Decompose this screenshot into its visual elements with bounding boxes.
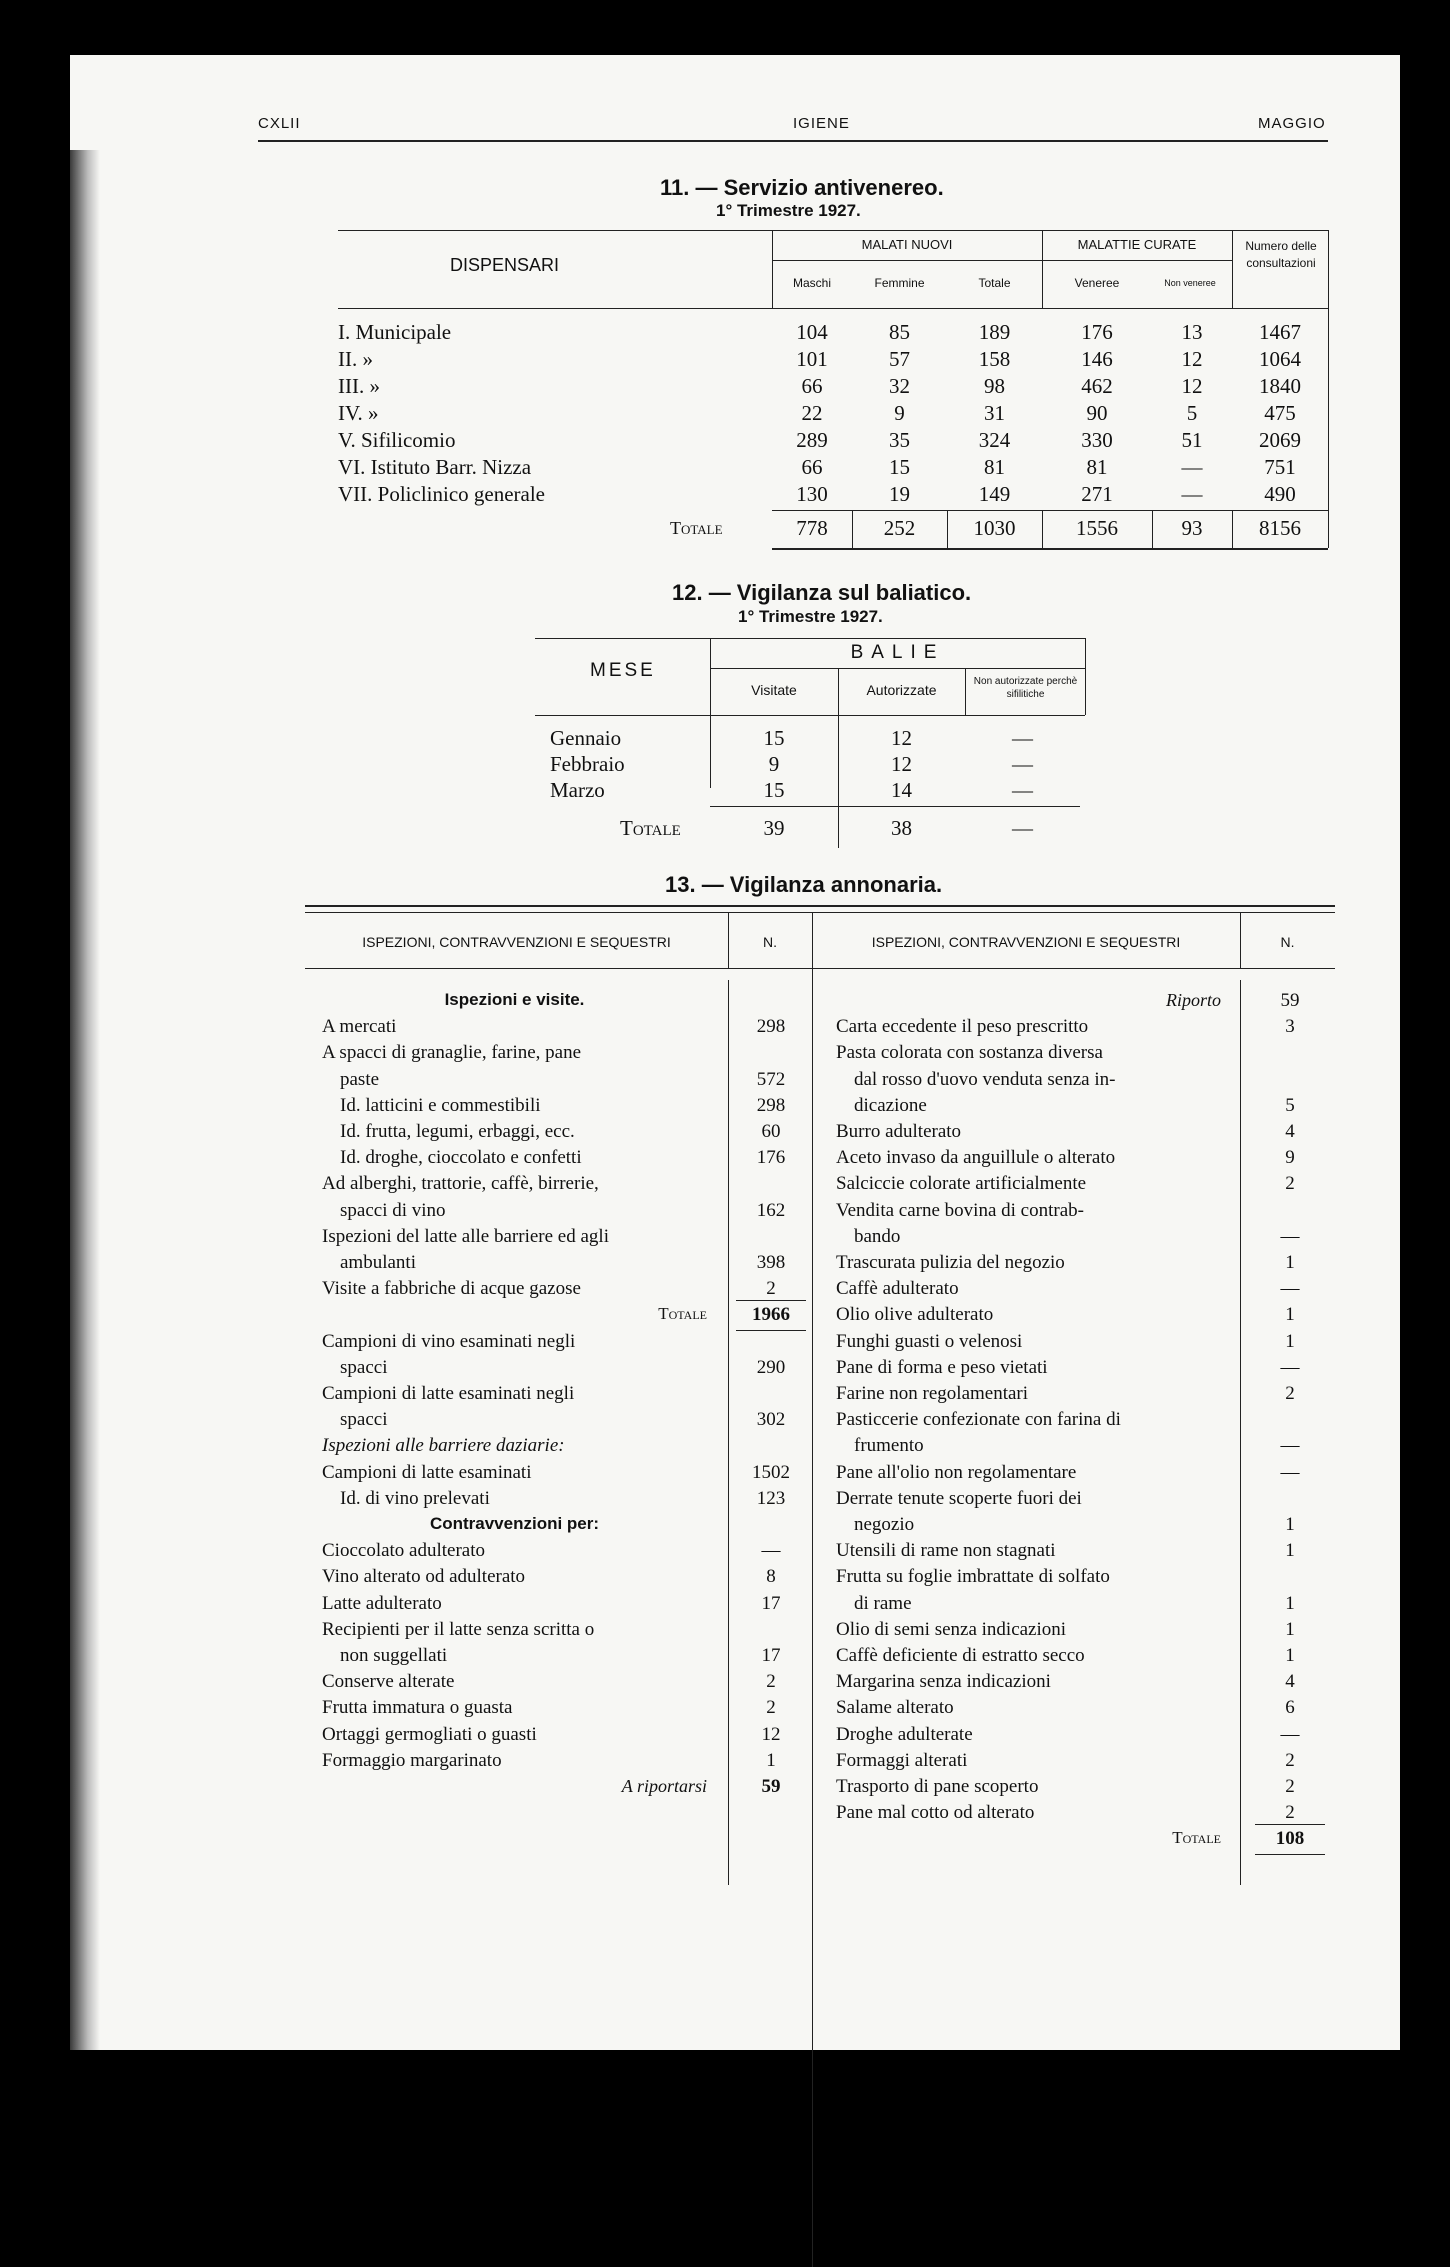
s12-totale-label: Totale	[620, 816, 681, 840]
s11-total-divider	[1042, 510, 1043, 548]
s13-item-n: —	[1280, 1226, 1300, 1247]
s11-cell-totale: 324	[978, 428, 1011, 452]
s13-item-n: —	[1280, 1357, 1300, 1378]
s13-item-text: Latte adulterato	[322, 1593, 442, 1614]
s13-item-n: 1	[1285, 1540, 1295, 1561]
s13-item-text: Vendita carne bovina di contrab-	[836, 1200, 1084, 1221]
s12-cell-visitate: 15	[763, 726, 785, 750]
s13-item-n: —	[1280, 1435, 1300, 1456]
s13-item-text: Pasticcerie confezionate con farina di	[836, 1409, 1121, 1430]
s11-malati-sub-rule	[772, 260, 1042, 261]
s11-col-malattie: MALATTIE CURATE	[1077, 237, 1197, 252]
s13-item-text: Utensili di rame non stagnati	[836, 1540, 1056, 1561]
s11-cell-totale: 31	[984, 401, 1005, 425]
header-month: MAGGIO	[1258, 115, 1326, 132]
s13-item-text: Burro adulterato	[836, 1121, 962, 1142]
s13-item-n: 2	[766, 1671, 776, 1692]
s11-row-label: III. »	[338, 374, 380, 398]
s13-total-rule	[736, 1330, 806, 1331]
s13-item-text: Conserve alterate	[322, 1671, 455, 1692]
s11-cell-femmine: 15	[889, 455, 910, 479]
s13-item-text: A mercati	[322, 1016, 397, 1037]
s11-total-divider	[1232, 510, 1233, 548]
s12-total-autorizzate: 38	[891, 816, 912, 840]
s13-item-n: 60	[761, 1121, 781, 1142]
s13-item-n: —	[761, 1540, 781, 1561]
s13-item-text: Margarina senza indicazioni	[836, 1671, 1051, 1692]
s11-cell-femmine: 19	[889, 482, 910, 506]
s11-cell-femmine: 85	[889, 320, 910, 344]
s13-item-n: 1	[1285, 1331, 1295, 1352]
s13-item-text: Totale	[658, 1304, 707, 1323]
s12-balie-sub-rule	[710, 668, 1085, 669]
s11-cell-totale: 158	[978, 347, 1011, 371]
s11-vrule-3	[1232, 230, 1233, 308]
s11-total-totale: 1030	[973, 516, 1016, 540]
s13-item-text: Pasta colorata con sostanza diversa	[836, 1042, 1103, 1063]
s13-item-text: Ortaggi germogliati o guasti	[322, 1724, 537, 1745]
header-rule	[258, 140, 1328, 142]
s13-top-rule-2	[305, 912, 1335, 913]
s13-total-rule	[1255, 1824, 1325, 1825]
s13-item-n: 1	[1285, 1593, 1295, 1614]
s13-item-n: 2	[1285, 1383, 1295, 1404]
s13-item-n: 8	[766, 1566, 776, 1587]
s11-cell-maschi: 66	[801, 455, 823, 479]
header-page-number: CXLII	[258, 115, 301, 132]
s11-total-divider	[947, 510, 948, 548]
s13-item-text: non suggellati	[340, 1645, 448, 1666]
s11-cell-numero: 2069	[1259, 428, 1301, 452]
s13-item-n: 9	[1285, 1147, 1295, 1168]
s13-item-n: 298	[756, 1095, 786, 1116]
s13-item-n: 2	[766, 1278, 776, 1299]
s11-col-veneree: Veneree	[1074, 276, 1120, 290]
s12-col-autorizzate: Autorizzate	[866, 682, 937, 698]
s13-item-text: Id. latticini e commestibili	[340, 1095, 541, 1116]
s11-cell-maschi: 66	[801, 374, 823, 398]
s11-title: 11. — Servizio antivenereo.	[660, 175, 944, 200]
s11-cell-totale: 98	[984, 374, 1005, 398]
s11-col-dispensari: DISPENSARI	[450, 255, 560, 275]
s12-total-rule	[710, 806, 1080, 807]
s13-item-text: Visite a fabbriche di acque gazose	[322, 1278, 581, 1299]
s11-cell-femmine: 57	[889, 347, 910, 371]
s13-item-text: Cioccolato adulterato	[322, 1540, 486, 1561]
s11-row-label: VII. Policlinico generale	[338, 482, 546, 506]
s11-cell-numero: 490	[1264, 482, 1296, 506]
s13-item-text: spacci	[340, 1409, 388, 1430]
s13-item-n: 298	[756, 1016, 786, 1037]
s12-vrule-right	[1085, 638, 1086, 715]
s13-item-n: 1966	[752, 1304, 790, 1325]
s11-cell-non: 5	[1186, 401, 1198, 425]
s11-subtitle: 1° Trimestre 1927.	[716, 201, 861, 220]
s13-total-rule	[736, 1300, 806, 1301]
s11-col-numero: Numero delle consultazioni	[1245, 239, 1317, 270]
s11-cell-femmine: 35	[889, 428, 910, 452]
s12-row-label: Febbraio	[550, 752, 625, 776]
s12-cell-visitate: 15	[763, 778, 785, 802]
s11-total-rule-top	[772, 510, 1328, 511]
s13-item-text: spacci di vino	[340, 1200, 446, 1221]
s13-item-text: Caffè adulterato	[836, 1278, 959, 1299]
s13-vrule-left-n	[728, 980, 729, 1885]
s13-item-n: 2	[1285, 1776, 1295, 1797]
s11-cell-totale: 81	[984, 455, 1005, 479]
s11-total-maschi: 778	[796, 516, 828, 540]
s13-item-n: 17	[761, 1645, 781, 1666]
s11-cell-veneree: 90	[1086, 401, 1108, 425]
s11-row-label: IV. »	[338, 401, 379, 425]
s12-top-rule	[535, 638, 1085, 639]
s13-item-text: Campioni di latte esaminati	[322, 1462, 532, 1483]
s13-item-text: Recipienti per il latte senza scritta o	[322, 1619, 595, 1640]
s11-cell-totale: 189	[978, 320, 1011, 344]
s13-item-text: Funghi guasti o velenosi	[836, 1331, 1023, 1352]
s13-item-text: Olio olive adulterato	[836, 1304, 994, 1325]
s13-item-text: Carta eccedente il peso prescritto	[836, 1016, 1089, 1037]
s13-item-n: 1	[1285, 1645, 1295, 1666]
s11-total-divider	[852, 510, 853, 548]
s13-item-text: Ispezioni del latte alle barriere ed agli	[322, 1226, 609, 1247]
s13-item-n: 290	[756, 1357, 786, 1378]
s11-col-totale: Totale	[978, 276, 1011, 290]
s11-cell-numero: 1064	[1259, 347, 1301, 371]
s11-cell-veneree: 146	[1081, 347, 1113, 371]
s13-left-col-n: N.	[763, 934, 777, 950]
s11-head-rule	[338, 308, 1328, 309]
s13-item-text: Formaggi alterati	[836, 1750, 968, 1771]
s13-right-col-n: N.	[1280, 934, 1295, 950]
s13-item-text: Contravvenzioni per:	[429, 1514, 600, 1533]
s13-item-n: —	[1280, 1278, 1300, 1299]
s13-item-text: Campioni di latte esaminati negli	[322, 1383, 575, 1404]
s12-cell-non: —	[1012, 726, 1033, 750]
s13-item-text: Salame alterato	[836, 1697, 954, 1718]
s13-item-n: 1502	[752, 1462, 790, 1483]
s12-cell-visitate: 9	[768, 752, 780, 776]
s12-cell-non: —	[1012, 778, 1033, 802]
s13-item-n: 2	[766, 1697, 776, 1718]
s13-item-text: Frutta su foglie imbrattate di solfato	[836, 1566, 1110, 1587]
s12-total-non: —	[1012, 816, 1033, 840]
s11-row-label: II. »	[338, 347, 373, 371]
s13-item-n: 176	[756, 1147, 786, 1168]
s13-total-rule	[1255, 1854, 1325, 1855]
s13-item-text: dal rosso d'uovo venduta senza in-	[854, 1069, 1116, 1090]
s13-item-text: negozio	[854, 1514, 915, 1535]
s13-item-text: bando	[854, 1226, 901, 1247]
s12-head-rule	[535, 715, 1085, 716]
s11-top-rule	[338, 230, 1328, 231]
s13-item-text: Id. di vino prelevati	[340, 1488, 490, 1509]
s11-cell-maschi: 289	[796, 428, 828, 452]
s13-item-n: 1	[1285, 1619, 1295, 1640]
s13-item-n: 398	[756, 1252, 786, 1273]
s13-item-n: 6	[1285, 1697, 1295, 1718]
s12-cell-non: —	[1012, 752, 1033, 776]
s13-item-text: Campioni di vino esaminati negli	[322, 1331, 576, 1352]
s11-cell-non: —	[1181, 455, 1203, 479]
s13-item-n: 2	[1285, 1802, 1295, 1823]
s13-item-text: Ispezioni alle barriere daziarie:	[322, 1435, 565, 1456]
s11-total-femmine: 252	[883, 516, 916, 540]
s11-cell-non: —	[1181, 482, 1203, 506]
s11-totale-label: Totale	[670, 518, 723, 538]
s13-item-text: Aceto invaso da anguillule o alterato	[836, 1147, 1116, 1168]
s11-cell-maschi: 22	[801, 401, 823, 425]
s13-item-text: Id. droghe, cioccolato e confetti	[340, 1147, 582, 1168]
s13-item-n: 572	[756, 1069, 786, 1090]
s13-item-text: Pane mal cotto od alterato	[836, 1802, 1035, 1823]
s13-item-text: Riporto	[1165, 990, 1221, 1010]
s13-item-text: Salciccie colorate artificialmente	[836, 1173, 1087, 1194]
s12-total-visitate: 39	[763, 816, 785, 840]
s11-col-maschi: Maschi	[792, 276, 831, 290]
s13-item-text: Vino alterato od adulterato	[322, 1566, 526, 1587]
s11-cell-maschi: 104	[796, 320, 828, 344]
s13-top-rule	[305, 905, 1335, 907]
s13-title: 13. — Vigilanza annonaria.	[665, 872, 943, 897]
s13-item-n: 2	[1285, 1750, 1295, 1771]
s12-row-label: Gennaio	[550, 726, 622, 750]
s11-cell-femmine: 9	[894, 401, 905, 425]
s11-col-femmine: Femmine	[874, 276, 925, 290]
s13-item-text: Droghe adulterate	[836, 1724, 973, 1745]
s12-col-visitate: Visitate	[751, 682, 797, 698]
s11-cell-totale: 149	[978, 482, 1011, 506]
s13-item-n: 3	[1285, 1016, 1295, 1037]
s13-item-n: —	[1280, 1462, 1300, 1483]
s13-item-text: ambulanti	[340, 1252, 416, 1273]
s11-vrule-right	[1328, 230, 1329, 548]
s13-item-n: 59	[1280, 990, 1300, 1011]
s13-item-n: 1	[1285, 1514, 1295, 1535]
s13-item-text: di rame	[854, 1593, 912, 1614]
s13-item-text: Pane all'olio non regolamentare	[836, 1462, 1077, 1483]
s11-cell-maschi: 101	[796, 347, 828, 371]
s12-cell-autorizzate: 12	[891, 752, 912, 776]
s12-col-non-autorizzate: Non autorizzate perchè sifilitiche	[973, 676, 1078, 700]
s13-vrule-middle	[812, 912, 813, 2267]
s13-item-n: 2	[1285, 1173, 1295, 1194]
s13-item-text: A spacci di granaglie, farine, pane	[322, 1042, 582, 1063]
s11-cell-non: 13	[1181, 320, 1203, 344]
s11-cell-femmine: 32	[889, 374, 910, 398]
s11-cell-veneree: 271	[1081, 482, 1113, 506]
s11-cell-numero: 1840	[1259, 374, 1301, 398]
s11-row-label: I. Municipale	[338, 320, 452, 344]
s11-cell-maschi: 130	[796, 482, 828, 506]
s12-title: 12. — Vigilanza sul baliatico.	[672, 580, 972, 605]
s11-total-rule-bottom	[772, 548, 1328, 550]
s13-item-text: Ad alberghi, trattorie, caffè, birrerie,	[322, 1173, 599, 1194]
s13-item-n: 302	[756, 1409, 786, 1430]
s13-item-text: Formaggio margarinato	[322, 1750, 502, 1771]
s13-vrule-right-n	[1240, 980, 1241, 1885]
s12-cell-autorizzate: 14	[891, 778, 912, 802]
s13-item-text: paste	[340, 1069, 380, 1090]
s11-col-malati: MALATI NUOVI	[861, 237, 953, 252]
s13-item-n: 59	[761, 1776, 781, 1797]
s13-item-text: dicazione	[854, 1095, 927, 1116]
s13-item-n: 162	[756, 1200, 786, 1221]
s13-item-text: Caffè deficiente di estratto secco	[836, 1645, 1085, 1666]
s13-item-text: frumento	[854, 1435, 924, 1456]
s11-cell-veneree: 176	[1081, 320, 1113, 344]
s13-item-n: 12	[761, 1724, 781, 1745]
s11-col-non-veneree: Non veneree	[1164, 278, 1216, 288]
s11-total-non: 93	[1181, 516, 1203, 540]
book-spine-shadow	[70, 150, 100, 2050]
s11-cell-veneree: 462	[1081, 374, 1113, 398]
s13-item-n: 108	[1275, 1828, 1305, 1849]
s11-cell-numero: 475	[1264, 401, 1296, 425]
s13-item-text: Frutta immatura o guasta	[322, 1697, 513, 1718]
s11-cell-non: 12	[1181, 347, 1203, 371]
s13-item-n: 17	[761, 1593, 781, 1614]
s11-row-label: V. Sifilicomio	[338, 428, 456, 452]
s13-item-n: 123	[756, 1488, 786, 1509]
s13-item-text: Ispezioni e visite.	[444, 990, 585, 1009]
s12-vrule-3	[965, 668, 966, 715]
s11-cell-non: 51	[1181, 428, 1203, 452]
s13-item-text: Olio di semi senza indicazioni	[836, 1619, 1067, 1640]
s12-row-label: Marzo	[550, 778, 605, 802]
s11-row-label: VI. Istituto Barr. Nizza	[338, 455, 532, 479]
s11-total-numero: 8156	[1259, 516, 1301, 540]
s11-cell-non: 12	[1181, 374, 1203, 398]
s12-col-balie: BALIE	[850, 642, 945, 663]
s11-total-divider	[1152, 510, 1153, 548]
s11-total-veneree: 1556	[1076, 516, 1118, 540]
s11-cell-numero: 751	[1264, 455, 1296, 479]
s13-item-text: Farine non regolamentari	[836, 1383, 1029, 1404]
s11-malattie-sub-rule	[1042, 260, 1232, 261]
s13-item-text: Trascurata pulizia del negozio	[836, 1252, 1065, 1273]
s13-item-n: 5	[1285, 1095, 1295, 1116]
s13-item-text: Trasporto di pane scoperto	[836, 1776, 1039, 1797]
s13-item-n: 1	[1285, 1252, 1295, 1273]
s11-cell-numero: 1467	[1259, 320, 1301, 344]
s13-item-text: Totale	[1172, 1828, 1221, 1847]
s12-cell-autorizzate: 12	[891, 726, 912, 750]
s13-left-col-head: ISPEZIONI, CONTRAVVENZIONI E SEQUESTRI	[362, 934, 671, 950]
s13-item-text: A riportarsi	[621, 1776, 707, 1796]
s13-head-rule	[305, 968, 1335, 969]
s13-item-text: Derrate tenute scoperte fuori dei	[836, 1488, 1082, 1509]
s13-item-text: Pane di forma e peso vietati	[836, 1357, 1048, 1378]
s13-item-n: 4	[1285, 1671, 1295, 1692]
s13-item-text: spacci	[340, 1357, 388, 1378]
s13-right-col-head: ISPEZIONI, CONTRAVVENZIONI E SEQUESTRI	[871, 934, 1181, 950]
s13-item-n: 4	[1285, 1121, 1295, 1142]
header-section: IGIENE	[793, 115, 850, 132]
s13-item-n: 1	[1285, 1304, 1295, 1325]
s13-item-n: 1	[766, 1750, 776, 1771]
s13-item-n: —	[1280, 1724, 1300, 1745]
s12-subtitle: 1° Trimestre 1927.	[738, 607, 883, 626]
s12-col-mese: MESE	[590, 660, 656, 681]
s13-item-text: Id. frutta, legumi, erbaggi, ecc.	[340, 1121, 575, 1142]
s11-cell-veneree: 81	[1086, 455, 1108, 479]
s11-cell-veneree: 330	[1081, 428, 1113, 452]
